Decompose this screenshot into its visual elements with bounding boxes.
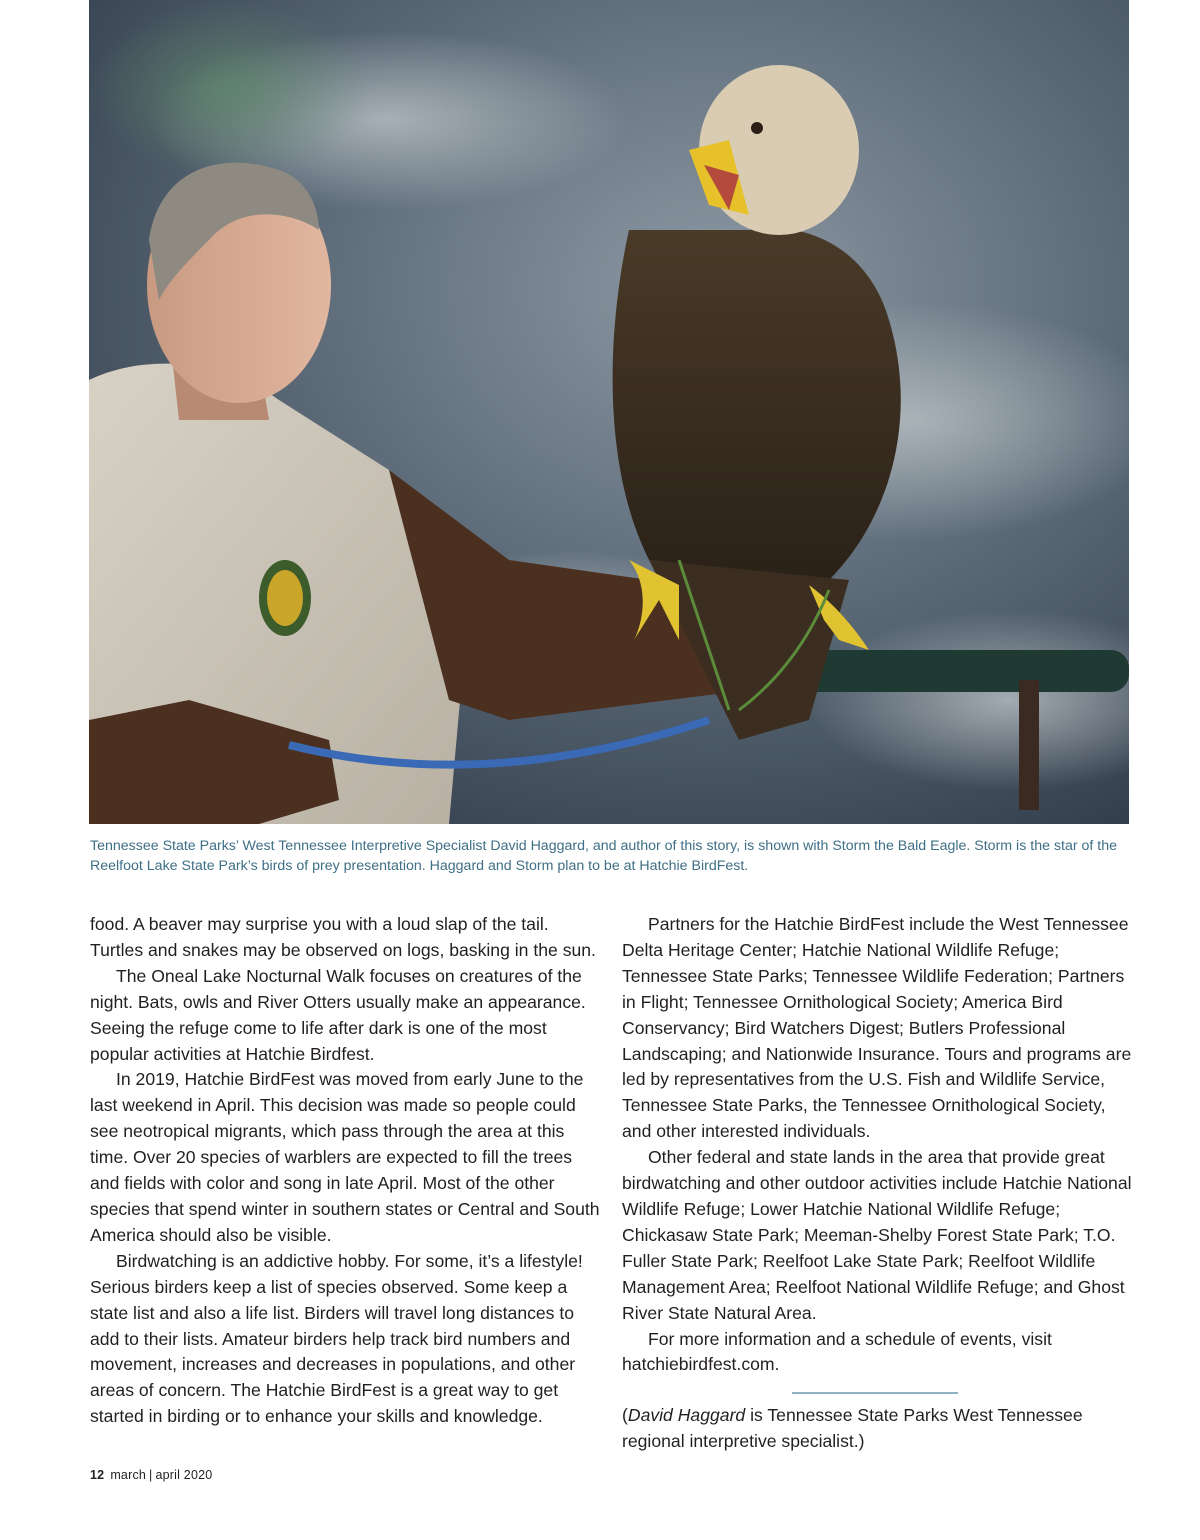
photo-caption: Tennessee State Parks’ West Tennessee Interpretive Specialist David Haggard, and author of this story, is shown with Storm the Bald Eagle. Storm is the star of the Reelfoot Lake State Park’s birds of prey presentation. Haggard and Storm plan to be at Hatchie BirdFest. xyxy=(90,838,1118,874)
left-paragraph-4: Birdwatching is an addictive hobby. For some, it’s a lifestyle! Serious birders keep a list of species observed. Some keep a state list and also a life list. Birders will travel long distances to add to their lists. Amateur birders help track bird numbers and movement, increases and decreases in populations, and other areas of concern. The Hatchie BirdFest is a great way to get started in birding or to enhance your skills and knowledge. xyxy=(90,1250,583,1427)
right-paragraph-3: For more information and a schedule of events, visit hatchiebirdfest.com. xyxy=(622,1328,1052,1375)
left-paragraph-3: In 2019, Hatchie BirdFest was moved from early June to the last weekend in April. This decision was made so people could see neotropical migrants, which pass through the area at this time. Over 20 species of warblers are expected to fill the trees and fields with color and song in late April. Most of the other species that spend winter in southern states or Central and South America should also be visible. xyxy=(90,1069,600,1245)
left-paragraph-1: food. A beaver may surprise you with a loud slap of the tail. Turtles and snakes may be observed on logs, basking in the sun. xyxy=(90,914,596,960)
feature-photo xyxy=(89,0,1129,824)
right-paragraph-1: Partners for the Hatchie BirdFest include the West Tennessee Delta Heritage Center; Hatchie National Wildlife Refuge; Tennessee State Parks; Tennessee Wildlife Federation; Partners in Flight; Tennessee Ornithological Society; America Bird Conservancy; Bird Watchers Digest; Butlers Professional Landscaping; and Nationwide Insurance. Tours and programs are led by representatives from the U.S. Fish and Wildlife Service, Tennessee State Parks, the Tennessee Ornithological Society, and other interested individuals. xyxy=(622,914,1132,1142)
left-column xyxy=(90,912,600,1430)
author-bio xyxy=(622,1403,1122,1455)
section-divider xyxy=(792,1392,958,1394)
eagle-photo-illustration xyxy=(89,0,1129,824)
page-number: 12 xyxy=(90,1468,105,1482)
right-paragraph-2: Other federal and state lands in the area that provide great birdwatching and other outdoor activities include Hatchie National Wildlife Refuge; Lower Hatchie National Wildlife Refuge; Chickasaw State Park; Meeman-Shelby Forest State Park; T.O. Fuller State Park; Reelfoot Lake State Park; Reelfoot Wildlife Management Area; Reelfoot National Wildlife Refuge; and Ghost River State Natural Area. xyxy=(622,1147,1132,1323)
page-folio xyxy=(90,1468,212,1482)
folio-issue: april 2020 xyxy=(155,1468,213,1482)
folio-separator: | xyxy=(149,1468,153,1482)
bio-open-paren: ( xyxy=(622,1405,628,1425)
bio-text: is Tennessee State Parks West Tennessee regional interpretive specialist.) xyxy=(622,1405,1083,1451)
right-column xyxy=(622,912,1132,1378)
left-paragraph-2: The Oneal Lake Nocturnal Walk focuses on creatures of the night. Bats, owls and River Otters usually make an appearance. Seeing the refuge come to life after dark is one of the most popular activities at Hatchie Birdfest. xyxy=(90,965,586,1064)
bio-author-name: David Haggard xyxy=(627,1405,746,1425)
folio-month: march xyxy=(110,1468,147,1482)
